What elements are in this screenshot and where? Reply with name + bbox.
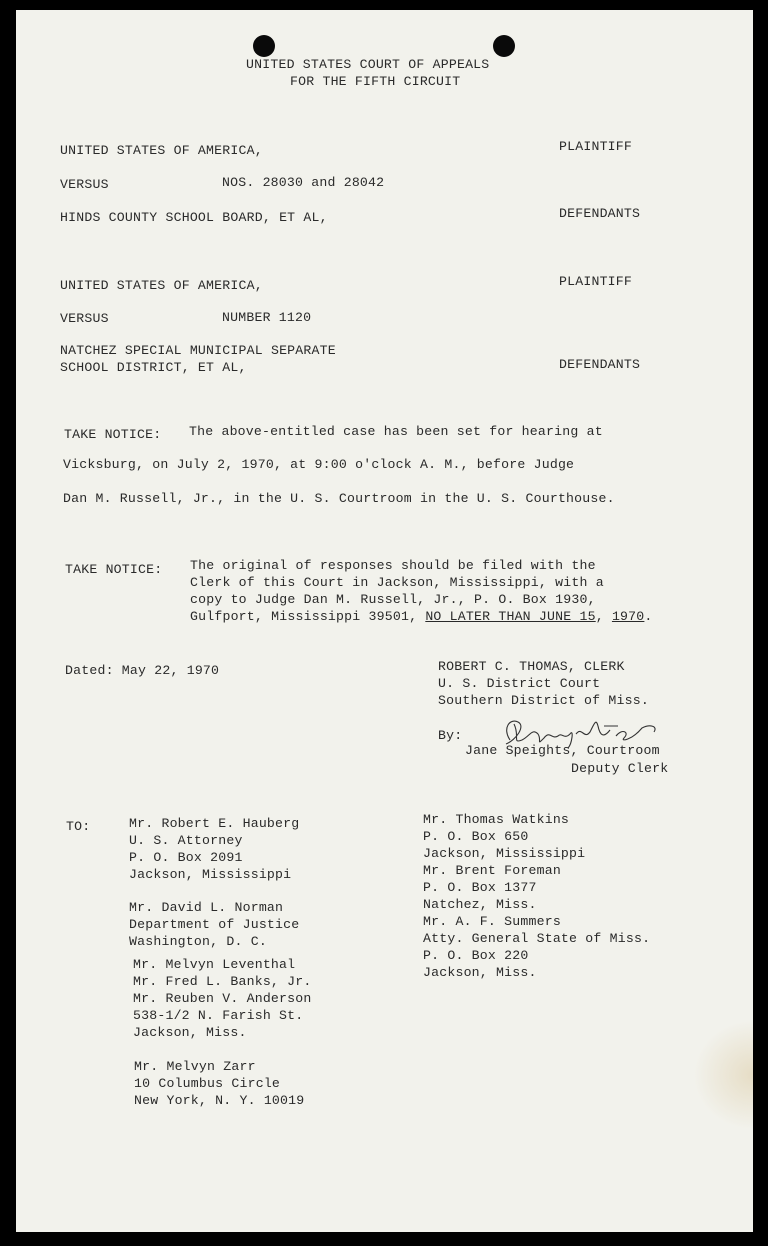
deadline-period: . <box>644 609 653 624</box>
recipient-right: Jackson, Mississippi <box>423 846 586 861</box>
case2-defendant-label: DEFENDANTS <box>559 357 641 372</box>
deadline-year: 1970 <box>611 609 645 624</box>
case1-plaintiff: UNITED STATES OF AMERICA, <box>60 143 263 158</box>
recipient-left: New York, N. Y. 10019 <box>134 1093 305 1108</box>
notice2-line2: Clerk of this Court in Jackson, Mississippi, with a <box>190 575 604 590</box>
to-label: TO: <box>66 819 91 834</box>
case1-plaintiff-label: PLAINTIFF <box>559 139 633 154</box>
recipient-left: Washington, D. C. <box>129 934 267 949</box>
notice2-line1: The original of responses should be filed with the <box>190 558 596 573</box>
recipient-right: Jackson, Miss. <box>423 965 537 980</box>
recipient-right: P. O. Box 1377 <box>423 880 537 895</box>
notice2-lead: TAKE NOTICE: <box>65 562 163 577</box>
recipient-left: Mr. Reuben V. Anderson <box>133 991 312 1006</box>
court-title: UNITED STATES COURT OF APPEALS <box>246 57 490 72</box>
paper-stain <box>693 1020 753 1130</box>
circuit-title: FOR THE FIFTH CIRCUIT <box>290 74 461 89</box>
notice2-line4 <box>190 608 653 625</box>
recipient-left: P. O. Box 2091 <box>129 850 243 865</box>
recipient-right: P. O. Box 650 <box>423 829 529 844</box>
recipient-left: Department of Justice <box>129 917 300 932</box>
by-label: By: <box>438 728 463 743</box>
case2-defendant-line1: NATCHEZ SPECIAL MUNICIPAL SEPARATE <box>60 343 336 358</box>
recipient-left: U. S. Attorney <box>129 833 243 848</box>
recipient-left: Mr. Fred L. Banks, Jr. <box>133 974 312 989</box>
recipient-left: Jackson, Mississippi <box>129 867 292 882</box>
clerk-court: U. S. District Court <box>438 676 601 691</box>
notice1-line2: Vicksburg, on July 2, 1970, at 9:00 o'clock A. M., before Judge <box>63 457 575 472</box>
recipient-right: Atty. General State of Miss. <box>423 931 651 946</box>
recipient-right: P. O. Box 220 <box>423 948 529 963</box>
recipient-right: Mr. A. F. Summers <box>423 914 561 929</box>
recipient-left: Mr. Melvyn Leventhal <box>133 957 296 972</box>
deputy-line1: Jane Speights, Courtroom <box>465 743 660 758</box>
case2-plaintiff-label: PLAINTIFF <box>559 274 633 289</box>
recipient-right: Natchez, Miss. <box>423 897 537 912</box>
clerk-district: Southern District of Miss. <box>438 693 649 708</box>
case2-plaintiff: UNITED STATES OF AMERICA, <box>60 278 263 293</box>
clerk-name: ROBERT C. THOMAS, CLERK <box>438 659 625 674</box>
notice1-line1: The above-entitled case has been set for hearing at <box>189 424 603 439</box>
recipient-left: 538-1/2 N. Farish St. <box>133 1008 304 1023</box>
recipient-right: Mr. Thomas Watkins <box>423 812 570 827</box>
case1-defendant-label: DEFENDANTS <box>559 206 641 221</box>
case1-versus: VERSUS <box>60 177 109 192</box>
case1-defendant: HINDS COUNTY SCHOOL BOARD, ET AL, <box>60 210 328 225</box>
notice1-line3: Dan M. Russell, Jr., in the U. S. Courtroom in the U. S. Courthouse. <box>63 491 615 506</box>
case1-numbers: NOS. 28030 and 28042 <box>222 175 385 190</box>
recipient-left: Mr. David L. Norman <box>129 900 284 915</box>
recipient-left: Jackson, Miss. <box>133 1025 247 1040</box>
deadline-prefix: Gulfport, Mississippi 39501, <box>190 609 426 624</box>
deadline-date: NO LATER THAN JUNE 15 <box>425 609 596 624</box>
notice1-lead: TAKE NOTICE: <box>64 427 162 442</box>
deadline-comma: , <box>595 609 612 624</box>
case2-defendant-line2: SCHOOL DISTRICT, ET AL, <box>60 360 247 375</box>
punch-hole-right <box>493 35 515 57</box>
recipient-right: Mr. Brent Foreman <box>423 863 561 878</box>
punch-hole-left <box>253 35 275 57</box>
recipient-left: Mr. Melvyn Zarr <box>134 1059 256 1074</box>
recipient-left: 10 Columbus Circle <box>134 1076 281 1091</box>
document-page <box>16 10 753 1232</box>
recipient-left: Mr. Robert E. Hauberg <box>129 816 300 831</box>
case2-numbers: NUMBER 1120 <box>222 310 312 325</box>
deputy-line2: Deputy Clerk <box>571 761 669 776</box>
dated-line: Dated: May 22, 1970 <box>65 663 220 678</box>
notice2-line3: copy to Judge Dan M. Russell, Jr., P. O. Box 1930, <box>190 592 596 607</box>
case2-versus: VERSUS <box>60 311 109 326</box>
